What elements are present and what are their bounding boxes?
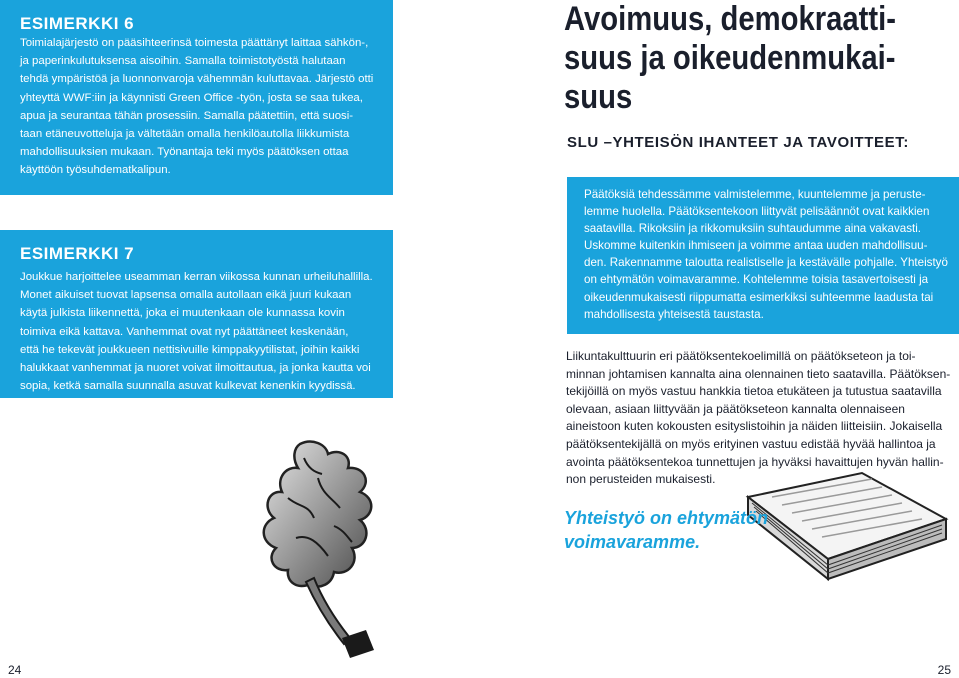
text-line: avointa päätöksentekoa tunnettujen ja hyväksi havaittujen hyvän hallin-: [566, 454, 944, 469]
text-line: aineistoon kuten kokousten esityslistoihin ja näiden liitteisiin. Jokaisella: [566, 419, 943, 434]
text-line: Päätöksiä tehdessämme valmistelemme, kuuntelemme ja peruste-: [584, 188, 926, 201]
section-subtitle: SLU –YHTEISÖN IHANTEET JA TAVOITTEET:: [567, 134, 909, 151]
ideals-text: [584, 186, 951, 323]
example-6-text: [20, 34, 385, 180]
crumpled-paper-illustration: [248, 438, 398, 660]
text-line: yhteyttä WWF:iin ja käynnisti Green Office -työn, josta se saa tukea,: [20, 91, 363, 104]
text-line: tehdä ympäristöä ja luonnonvaroja vähemmän kuluttavaa. Järjestö otti: [20, 73, 374, 86]
text-line: oikeudenmukaisesti riippumatta esimerkiksi suhteemme laadusta tai: [584, 290, 934, 304]
text-line: käyttöön työsuhdematkalipun.: [20, 164, 171, 177]
title-line: Avoimuus, demokraatti-: [564, 0, 897, 38]
page-number-right: 25: [937, 663, 951, 677]
quote-line: voimavaramme.: [564, 532, 701, 552]
example-7-box: [0, 230, 393, 398]
example-6-heading: ESIMERKKI 6: [20, 14, 135, 33]
text-line: taan etäneuvotteluja ja vältetään omalla henkilöautolla liikkumista: [20, 128, 350, 141]
title-line: suus: [564, 78, 633, 116]
body-paragraph: [566, 348, 956, 489]
example-6-box: [0, 0, 393, 195]
text-line: päätöksentekijällä on myös erityinen vastuu edistää hyvää hallintoa ja: [566, 436, 936, 451]
text-line: saatavilla. Rikoksiin ja rikkomuksiin suhtaudumme aina vakavasti.: [584, 222, 922, 236]
text-line: mahdollisesta yhteisestä taustasta.: [584, 307, 764, 321]
text-line: tekijöillä on myös vastuu hankkia tietoa etukäteen ja tutustua saatavilla: [566, 384, 942, 399]
page-number-left: 24: [8, 663, 22, 677]
text-line: den. Rakennamme taloutta realistiselle ja kestävälle pohjalle. Yhteistyö: [584, 256, 948, 270]
text-line: Liikuntakulttuurin eri päätöksentekoelimillä on päätökseteon ja toi-: [566, 349, 916, 363]
example-7-text: [20, 268, 385, 395]
text-line: apua ja seurantaa tähän prosessiin. Samalla päätettiin, että suosi-: [20, 109, 354, 122]
example-7-heading: ESIMERKKI 7: [20, 244, 135, 263]
text-line: non perusteiden mukaisesti.: [566, 472, 716, 487]
ideals-box: [567, 177, 959, 334]
text-line: Joukkue harjoittelee useamman kerran viikossa kunnan urheiluhallilla.: [20, 271, 373, 283]
text-line: Toimialajärjestö on pääsihteerinsä toimesta päättänyt laittaa sähkön-,: [20, 37, 369, 49]
text-line: olevaan, asiaan liittyvään ja päätökseteon kannalta olennaiseen: [566, 401, 905, 416]
text-line: ja paperinkulutuksensa aisoihin. Samalla toimistotyöstä halutaan: [20, 55, 346, 68]
text-line: mahdollisuuksien mukaan. Työnantaja teki myös päätöksen ottaa: [20, 146, 349, 159]
pull-quote: [564, 506, 768, 554]
text-line: Monet aikuiset tuovat lapsensa omalla autollaan eikä juuri kukaan: [20, 289, 352, 302]
text-line: minnan johtamisen kannalta aina olennainen tieto saatavilla. Päätöksen-: [566, 366, 951, 381]
text-line: halukkaat vanhemmat ja nuoret voivat ilmoittautua, ja jonka kautta voi: [20, 362, 371, 375]
title-line: suus ja oikeudenmukai-: [564, 39, 896, 77]
text-line: Uskomme kuitenkin ihmiseen ja voimme antaa uuden mahdollisuu-: [584, 239, 928, 253]
text-line: toimiva eikä kattava. Vanhemmat ovat nyt päättäneet keskenään,: [20, 325, 349, 338]
text-line: että he tekevät joukkueen nettisivuille kimppakyytilistat, joihin kaikki: [20, 343, 360, 356]
text-line: käytä julkista liikennettä, joka ei muutenkaan ole kunnassa kovin: [20, 307, 345, 320]
quote-line: Yhteistyö on ehtymätön: [564, 508, 769, 528]
text-line: on ehtymätön voimavaramme. Kohtelemme toisia tasavertoisesti ja: [584, 273, 929, 287]
page-title: [564, 0, 896, 117]
text-line: sopia, ketkä samalla suunnalla asuvat kulkevat kenenkin kyydissä.: [20, 380, 356, 393]
text-line: lemme huolella. Päätöksentekoon liittyvät pelisäännöt ovat kaikkien: [584, 205, 930, 219]
